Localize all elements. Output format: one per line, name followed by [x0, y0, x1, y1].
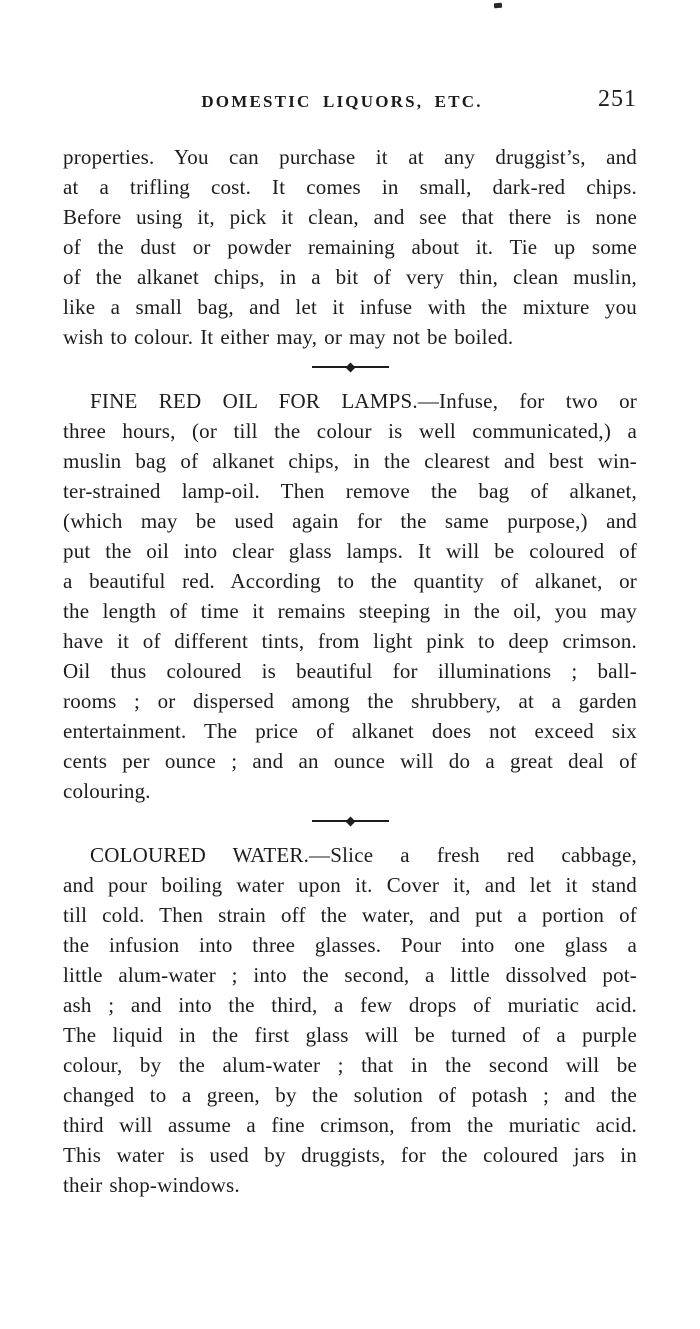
text-line: and pour boiling water upon it. Cover it, and let it stand: [63, 873, 637, 897]
text-line: FINE RED OIL FOR LAMPS.—Infuse, for two or: [90, 389, 637, 413]
text-line: entertainment. The price of alkanet does not exceed six: [63, 719, 637, 743]
text-line: muslin bag of alkanet chips, in the clearest and best win-: [63, 449, 637, 473]
text-line: of the alkanet chips, in a bit of very thin, clean muslin,: [63, 265, 637, 289]
text-line: at a trifling cost. It comes in small, dark-red chips.: [63, 175, 637, 199]
section-divider: [63, 814, 637, 828]
text-line: colour, by the alum-water ; that in the second will be: [63, 1053, 637, 1077]
text-line: ter-strained lamp-oil. Then remove the bag of alkanet,: [63, 479, 637, 503]
section-divider: [63, 360, 637, 374]
text-line: (which may be used again for the same purpose,) and: [63, 509, 637, 533]
text-line: little alum-water ; into the second, a little dissolved pot-: [63, 963, 637, 987]
text-line: put the oil into clear glass lamps. It will be coloured of: [63, 539, 637, 563]
text-line: have it of different tints, from light pink to deep crimson.: [63, 629, 637, 653]
text-line: the infusion into three glasses. Pour into one glass a: [63, 933, 637, 957]
text-line: rooms ; or dispersed among the shrubbery, at a garden: [63, 689, 637, 713]
running-title: DOMESTIC LIQUORS, ETC.: [201, 92, 483, 111]
text-line: third will assume a fine crimson, from the muriatic acid.: [63, 1113, 637, 1137]
text-line: three hours, (or till the colour is well communicated,) a: [63, 419, 637, 443]
divider-rule-right: [353, 820, 389, 822]
page-number: 251: [598, 86, 637, 112]
divider-rule-right: [353, 366, 389, 368]
text-line: ash ; and into the third, a few drops of muriatic acid.: [63, 993, 637, 1017]
text-line: their shop-windows.: [63, 1173, 240, 1197]
text-line: of the dust or powder remaining about it. Tie up some: [63, 235, 637, 259]
divider-diamond-ornament: [345, 362, 355, 372]
text-line: the length of time it remains steeping in the oil, you may: [63, 599, 637, 623]
text-line: The liquid in the first glass will be turned of a purple: [63, 1023, 637, 1047]
text-line: Oil thus coloured is beautiful for illuminations ; ball-: [63, 659, 637, 683]
paragraph: [63, 840, 637, 1200]
text-line: properties. You can purchase it at any druggist’s, and: [63, 145, 637, 169]
page-content: [63, 142, 637, 1200]
paragraph: [63, 142, 637, 352]
divider-rule-left: [312, 366, 348, 368]
text-line: wish to colour. It either may, or may not be boiled.: [63, 325, 514, 349]
text-line: Before using it, pick it clean, and see that there is none: [63, 205, 637, 229]
text-line: like a small bag, and let it infuse with the mixture you: [63, 295, 637, 319]
text-line: changed to a green, by the solution of potash ; and the: [63, 1083, 637, 1107]
page-header: [63, 86, 637, 126]
text-line: COLOURED WATER.—Slice a fresh red cabbage,: [90, 843, 637, 867]
scan-artifact-speck: [494, 3, 502, 9]
divider-diamond-ornament: [345, 816, 355, 826]
divider-rule-left: [312, 820, 348, 822]
text-line: colouring.: [63, 779, 151, 803]
text-line: till cold. Then strain off the water, and put a portion of: [63, 903, 637, 927]
paragraph: [63, 386, 637, 806]
text-line: cents per ounce ; and an ounce will do a great deal of: [63, 749, 637, 773]
text-line: This water is used by druggists, for the coloured jars in: [63, 1143, 637, 1167]
text-line: a beautiful red. According to the quantity of alkanet, or: [63, 569, 637, 593]
